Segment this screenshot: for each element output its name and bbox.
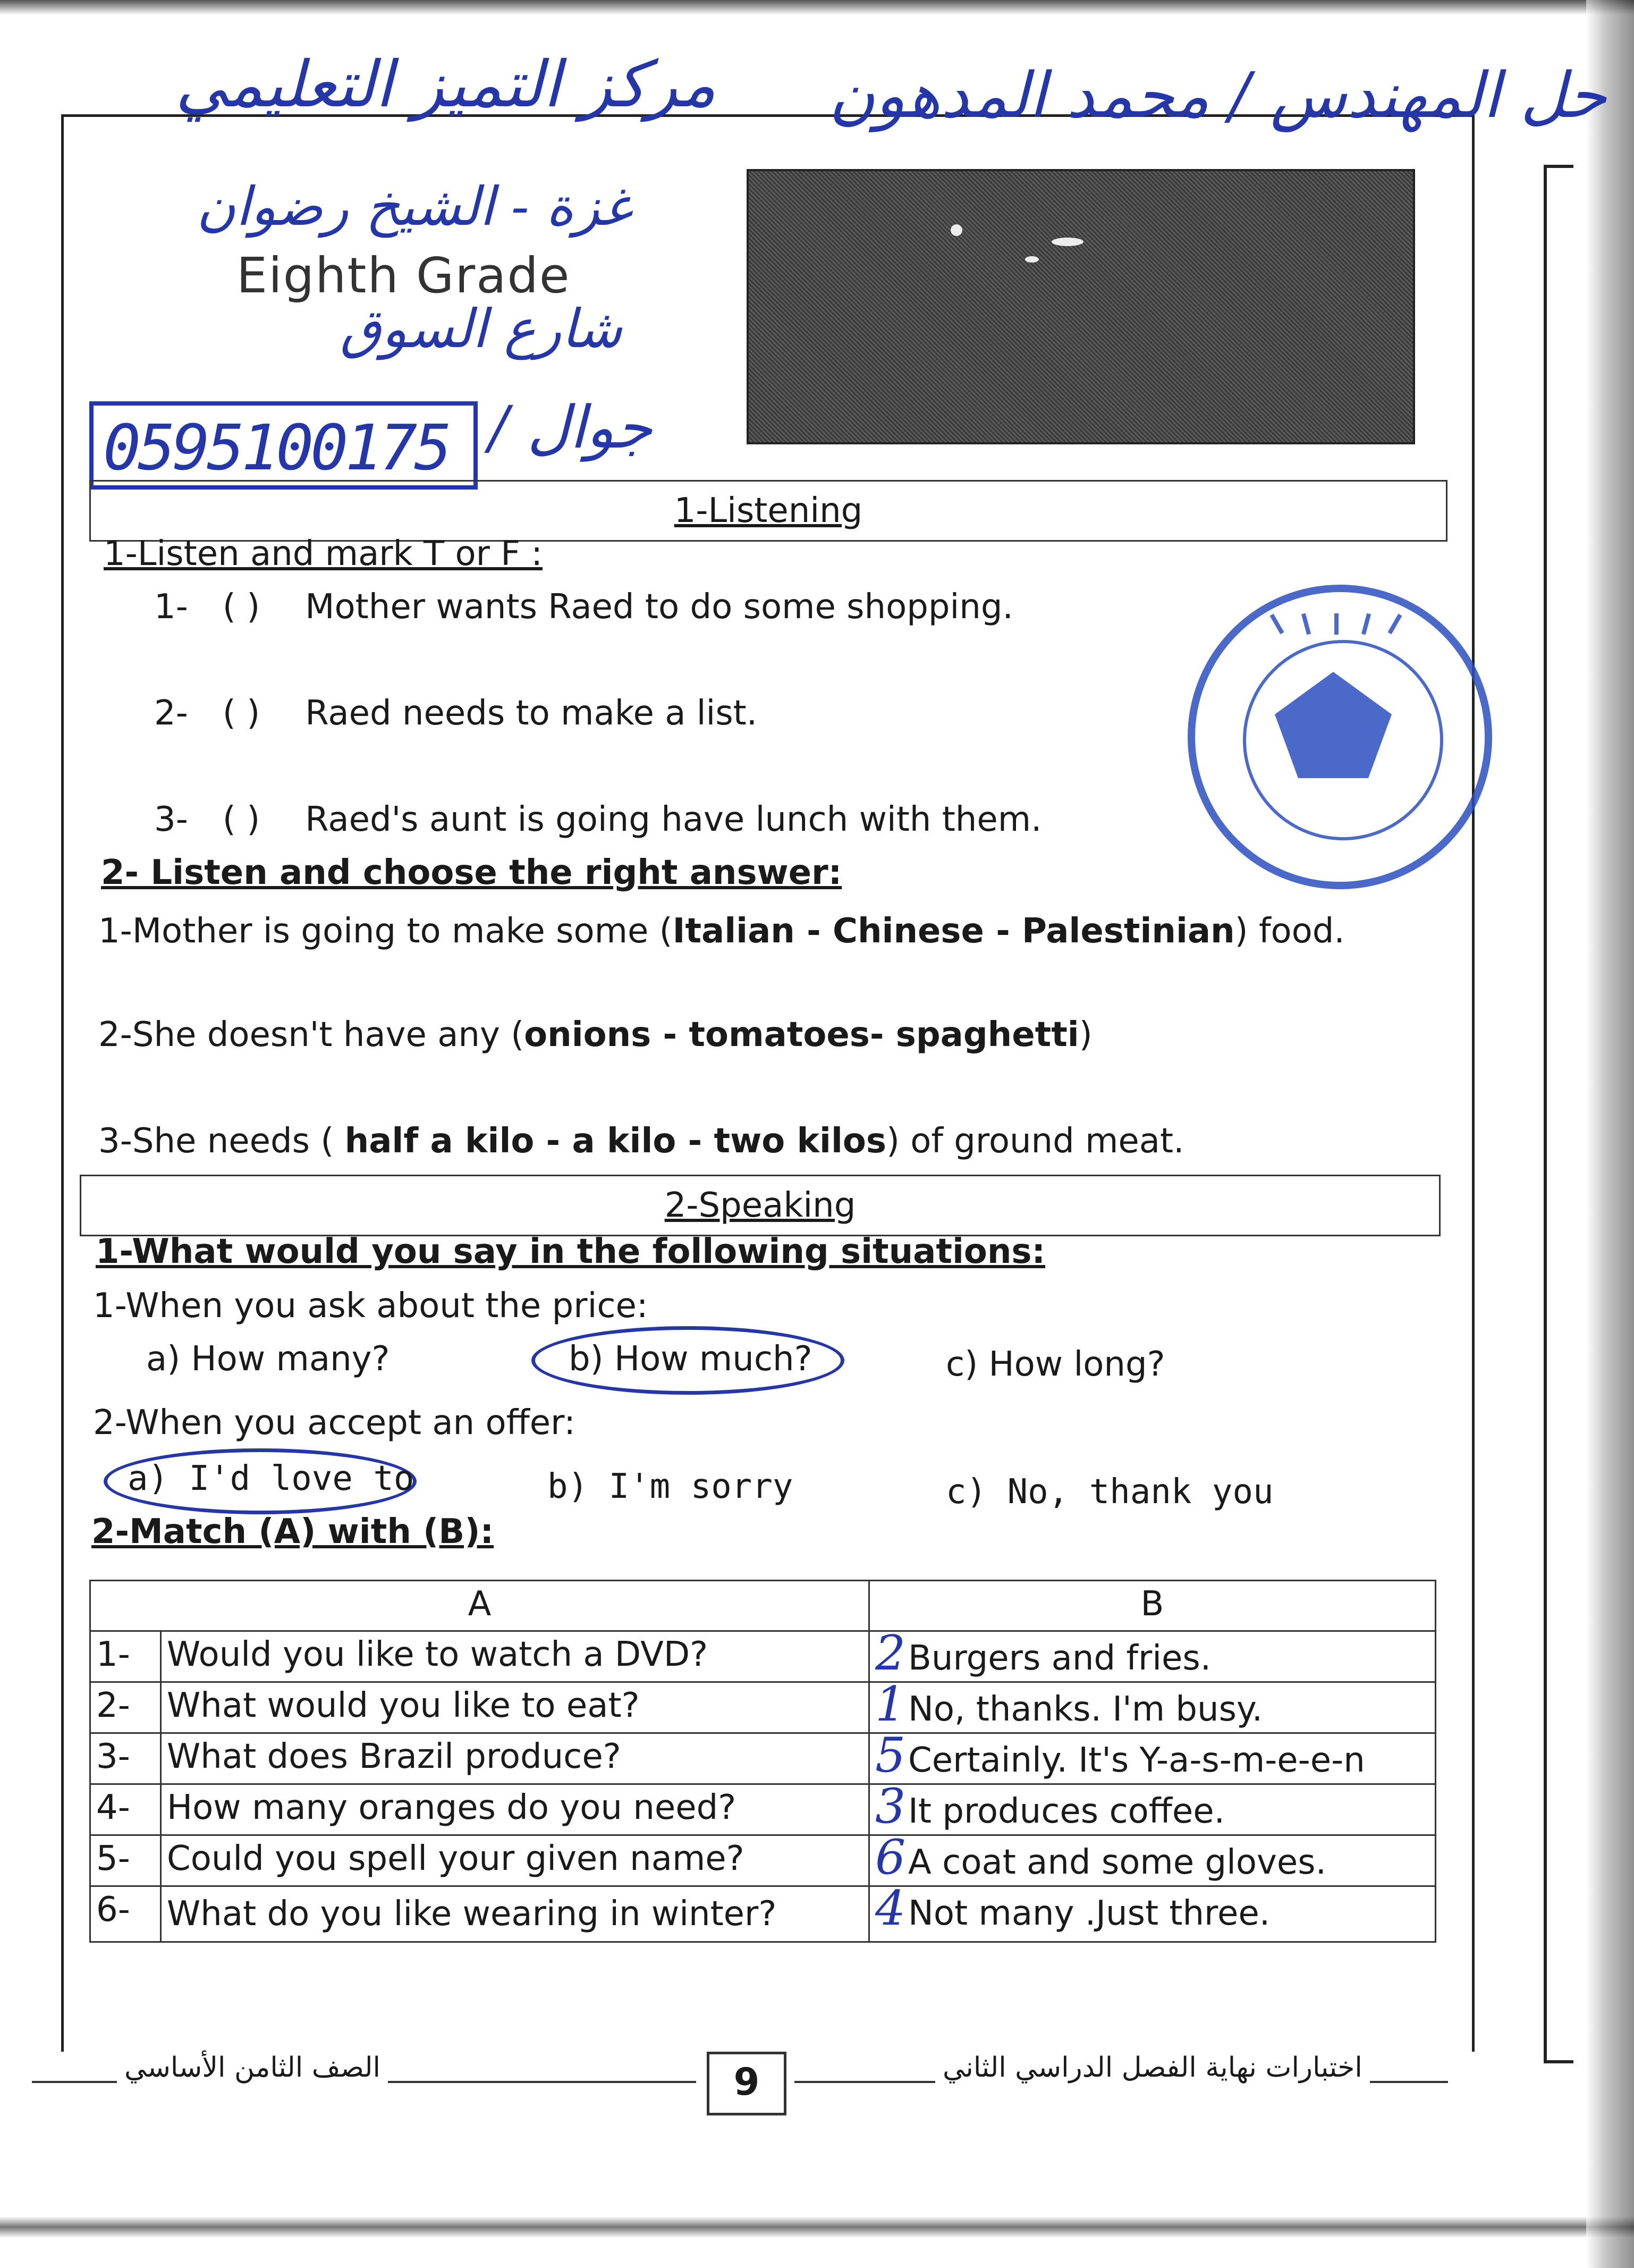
handwritten-answer[interactable]: 1 <box>875 1676 906 1732</box>
option-b[interactable]: b) I'm sorry <box>547 1467 793 1506</box>
choose-item: 3-She needs ( half a kilo - a kilo - two kilos) of ground meat. <box>98 1122 1184 1161</box>
speaking-q1-heading: 1-What would you say in the following situations: <box>96 1232 1046 1271</box>
handwritten-address-1: غزة - الشيخ رضوان <box>197 175 631 238</box>
tf-blank[interactable]: ( ) <box>222 694 260 733</box>
choose-options[interactable]: half a kilo - a kilo - two kilos <box>344 1122 886 1161</box>
table-row: 3- What does Brazil produce? 5Certainly. It's Y-a-s-m-e-e-n <box>90 1733 1436 1784</box>
page-number: 9 <box>707 2052 786 2115</box>
table-row: 5- Could you spell your given name? 6A coat and some gloves. <box>90 1835 1436 1886</box>
handwritten-solver: حل المهندس / محمد المدهون <box>829 58 1607 132</box>
phone-number-box <box>89 401 478 490</box>
listening-q1-heading: 1-Listen and mark T or F : <box>104 534 543 574</box>
column-header-b: B <box>869 1581 1436 1631</box>
handwritten-center-name: مركز التميز التعليمي <box>175 48 716 122</box>
phone-number: 0595100175 <box>103 411 449 484</box>
center-stamp <box>1188 585 1492 889</box>
option-c[interactable]: c) No, thank you <box>946 1472 1274 1512</box>
handwritten-answer[interactable]: 3 <box>875 1778 906 1834</box>
adjacent-page-frame <box>1544 165 1573 2063</box>
listening-q2-heading: 2- Listen and choose the right answer: <box>101 853 842 892</box>
table-row: 2- What would you like to eat? 1No, thanks. I'm busy. <box>90 1682 1436 1733</box>
tf-item: 2- ( ) Raed needs to make a list. <box>154 694 758 733</box>
speaking-q2-heading: 2-Match (A) with (B): <box>91 1512 494 1552</box>
option-a[interactable]: a) I'd love to <box>128 1459 414 1498</box>
listening-section-bar <box>89 480 1447 542</box>
speaking-section-bar <box>80 1175 1441 1236</box>
handwritten-mobile-label: / جوال <box>489 393 653 461</box>
listening-title: 1-Listening <box>674 491 863 530</box>
table-row: 6- What do you like wearing in winter? 4Not many .Just three. <box>90 1886 1436 1942</box>
column-header-a: A <box>90 1581 869 1631</box>
handwritten-address-2: شارع السوق <box>340 298 622 360</box>
tf-blank[interactable]: ( ) <box>222 587 260 627</box>
scan-edge-right <box>1586 0 1634 2268</box>
table-row: 4- How many oranges do you need? 3It produces coffee. <box>90 1784 1436 1835</box>
footer-grade: الصف الثامن الأساسي <box>117 2052 388 2084</box>
grade-title: Eighth Grade <box>236 247 571 304</box>
redacted-photo <box>747 169 1415 444</box>
tf-blank[interactable]: ( ) <box>222 800 260 839</box>
option-c[interactable]: c) How long? <box>946 1345 1165 1384</box>
handwritten-answer[interactable]: 5 <box>875 1727 906 1783</box>
choose-options[interactable]: onions - tomatoes- spaghetti <box>524 1015 1079 1055</box>
situation-prompt: 2-When you accept an offer: <box>93 1403 575 1443</box>
tf-item: 3- ( ) Raed's aunt is going have lunch with them. <box>154 800 1042 839</box>
handwritten-answer[interactable]: 4 <box>875 1881 906 1936</box>
choose-item: 1-Mother is going to make some (Italian - Chinese - Palestinian) food. <box>98 912 1345 951</box>
footer-exam-title: اختبارات نهاية الفصل الدراسي الثاني <box>935 2052 1370 2084</box>
option-b[interactable]: b) How much? <box>569 1339 812 1379</box>
speaking-title: 2-Speaking <box>664 1186 856 1225</box>
choose-item: 2-She doesn't have any (onions - tomatoes- spaghetti) <box>98 1015 1093 1055</box>
situation-prompt: 1-When you ask about the price: <box>93 1286 648 1326</box>
choose-options[interactable]: Italian - Chinese - Palestinian <box>672 912 1235 951</box>
handwritten-answer[interactable]: 6 <box>875 1829 906 1885</box>
match-table <box>89 1580 1436 1943</box>
option-a[interactable]: a) How many? <box>146 1339 390 1379</box>
scan-edge-bottom <box>0 2216 1634 2238</box>
scan-edge-top <box>0 0 1634 15</box>
handwritten-answer[interactable]: 2 <box>875 1625 906 1681</box>
table-row: 1- Would you like to watch a DVD? 2Burgers and fries. <box>90 1631 1436 1682</box>
table-header-row <box>90 1581 1436 1631</box>
tf-item: 1- ( ) Mother wants Raed to do some shopping. <box>154 587 1013 627</box>
